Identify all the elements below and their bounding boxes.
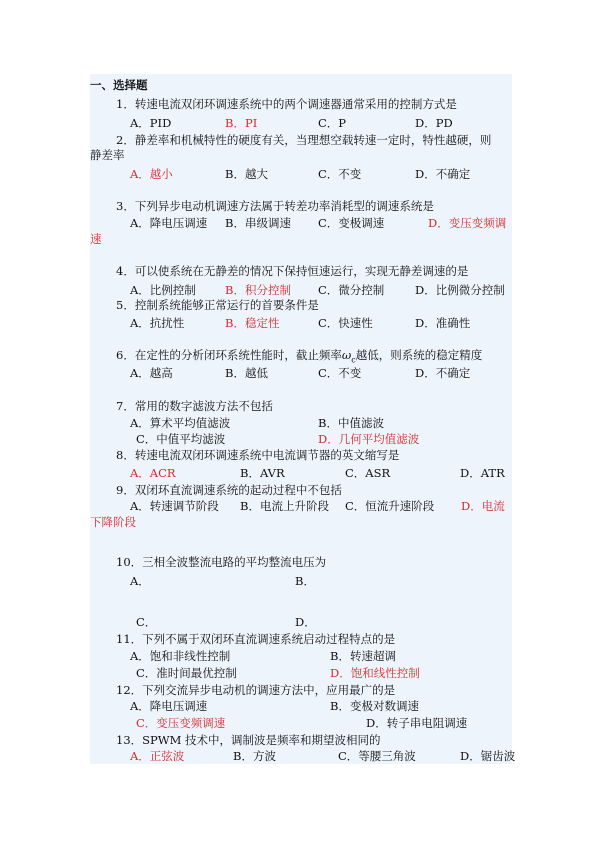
q10-option-c: C．	[136, 615, 157, 629]
q13-option-b: B．方波	[233, 749, 276, 763]
q3-option-c: C．变极调速	[318, 216, 385, 230]
q9-option-d-answer-continued: 下降阶段	[90, 515, 136, 529]
q1-option-c: C．P	[318, 116, 347, 130]
q12-option-c-answer: C．变压变频调速	[136, 716, 226, 730]
q8-option-c: C．ASR	[345, 466, 391, 480]
q5-option-c: C．快速性	[318, 316, 373, 330]
q1-option-d: D．PD	[415, 116, 453, 130]
q3-option-b: B．串级调速	[225, 216, 291, 230]
q13-option-c: C．等腰三角波	[338, 749, 416, 763]
q6-option-a: A．越高	[130, 366, 173, 380]
q2-option-a-answer: A．越小	[130, 167, 173, 181]
q5-stem: 5．控制系统能够正常运行的首要条件是	[116, 298, 319, 312]
q6-option-c: C．不变	[318, 366, 362, 380]
q12-option-b: B．变极对数调速	[330, 699, 419, 713]
q13-option-a-answer: A．正弦波	[130, 749, 185, 763]
q7-stem: 7．常用的数字滤波方法不包括	[116, 399, 273, 413]
q6-stem-part2: 越低，则系统的稳定精度	[355, 348, 483, 362]
q9-option-b: B．电流上升阶段	[240, 499, 329, 513]
q1-option-a: A．PID	[130, 116, 172, 130]
q8-option-b: B．AVR	[240, 466, 285, 480]
q11-option-b: B．转速超调	[330, 649, 396, 663]
q4-option-c: C．微分控制	[318, 283, 385, 297]
q11-option-c: C．准时间最优控制	[136, 666, 237, 680]
q8-stem: 8．转速电流双闭环调速系统中电流调节器的英文缩写是	[116, 448, 400, 462]
section-title: 一、选择题	[90, 78, 148, 92]
q7-option-a: A．算术平均值滤波	[130, 416, 231, 430]
q2-option-d: D．不确定	[415, 167, 471, 181]
q9-option-a: A．转速调节阶段	[130, 499, 219, 513]
q1-option-b-answer: B．PI	[225, 116, 258, 130]
q3-option-a: A．降电压调速	[130, 216, 208, 230]
q12-option-a: A．降电压调速	[130, 699, 208, 713]
q5-option-d: D．准确性	[415, 316, 471, 330]
q7-option-b: B．中值滤波	[318, 416, 384, 430]
q5-option-a: A．抗扰性	[130, 316, 185, 330]
q11-option-d-answer: D．饱和线性控制	[330, 666, 420, 680]
q2-option-b: B．越大	[225, 167, 268, 181]
q8-option-a-answer: A．ACR	[130, 466, 176, 480]
q6-option-b: B．越低	[225, 366, 268, 380]
q6-option-d: D．不确定	[415, 366, 471, 380]
q12-option-d: D．转子串电阻调速	[366, 716, 468, 730]
q13-stem: 13．SPWM 技术中，调制波是频率和期望波相同的	[116, 733, 381, 747]
q11-stem: 11．下列不属于双闭环直流调速系统启动过程特点的是	[116, 632, 396, 646]
q4-option-b-answer: B．积分控制	[225, 283, 291, 297]
q9-stem: 9．双闭环直流调速系统的起动过程中不包括	[116, 483, 342, 497]
q10-option-a: A．	[130, 574, 150, 588]
q9-option-d-answer: D．电流	[461, 499, 505, 513]
q4-stem: 4．可以使系统在无静差的情况下保持恒速运行，实现无静差调速的是	[116, 264, 469, 278]
q10-option-d: D．	[295, 615, 316, 629]
q8-option-d: D．ATR	[460, 466, 505, 480]
q5-option-b-answer: B．稳定性	[225, 316, 280, 330]
q12-stem: 12．下列交流异步电动机的调速方法中，应用最广的是	[116, 683, 396, 697]
q1-stem: 1．转速电流双闭环调速系统中的两个调速器通常采用的控制方式是	[116, 97, 457, 111]
q6-stem-part1: 6．在定性的分析闭环系统性能时，截止频率	[116, 348, 342, 362]
omega-symbol: ω	[341, 348, 352, 362]
q3-stem: 3．下列异步电动机调速方法属于转差功率消耗型的调速系统是	[116, 199, 434, 213]
omega-subscript: c	[351, 355, 356, 365]
q6-stem	[116, 348, 482, 367]
q4-option-a: A．比例控制	[130, 283, 196, 297]
q7-option-c: C．中值平均滤波	[136, 432, 226, 446]
q4-option-d: D．比例微分控制	[415, 283, 505, 297]
q9-option-c: C．恒流升速阶段	[345, 499, 435, 513]
q2-stem-line1: 2．静差率和机械特性的硬度有关，当理想空载转速一定时，特性越硬，则	[116, 133, 492, 147]
q2-stem-line2: 静差率	[90, 148, 125, 162]
q7-option-d-answer: D．几何平均值滤波	[318, 432, 420, 446]
q10-stem: 10．三相全波整流电路的平均整流电压为	[116, 555, 327, 569]
q2-option-c: C．不变	[318, 167, 362, 181]
q13-option-d: D．锯齿波	[460, 749, 516, 763]
q11-option-a: A．饱和非线性控制	[130, 649, 231, 663]
q10-option-b: B．	[295, 574, 315, 588]
q3-option-d-answer-continued: 速	[90, 232, 102, 246]
q3-option-d-answer: D．变压变频调	[428, 216, 507, 230]
